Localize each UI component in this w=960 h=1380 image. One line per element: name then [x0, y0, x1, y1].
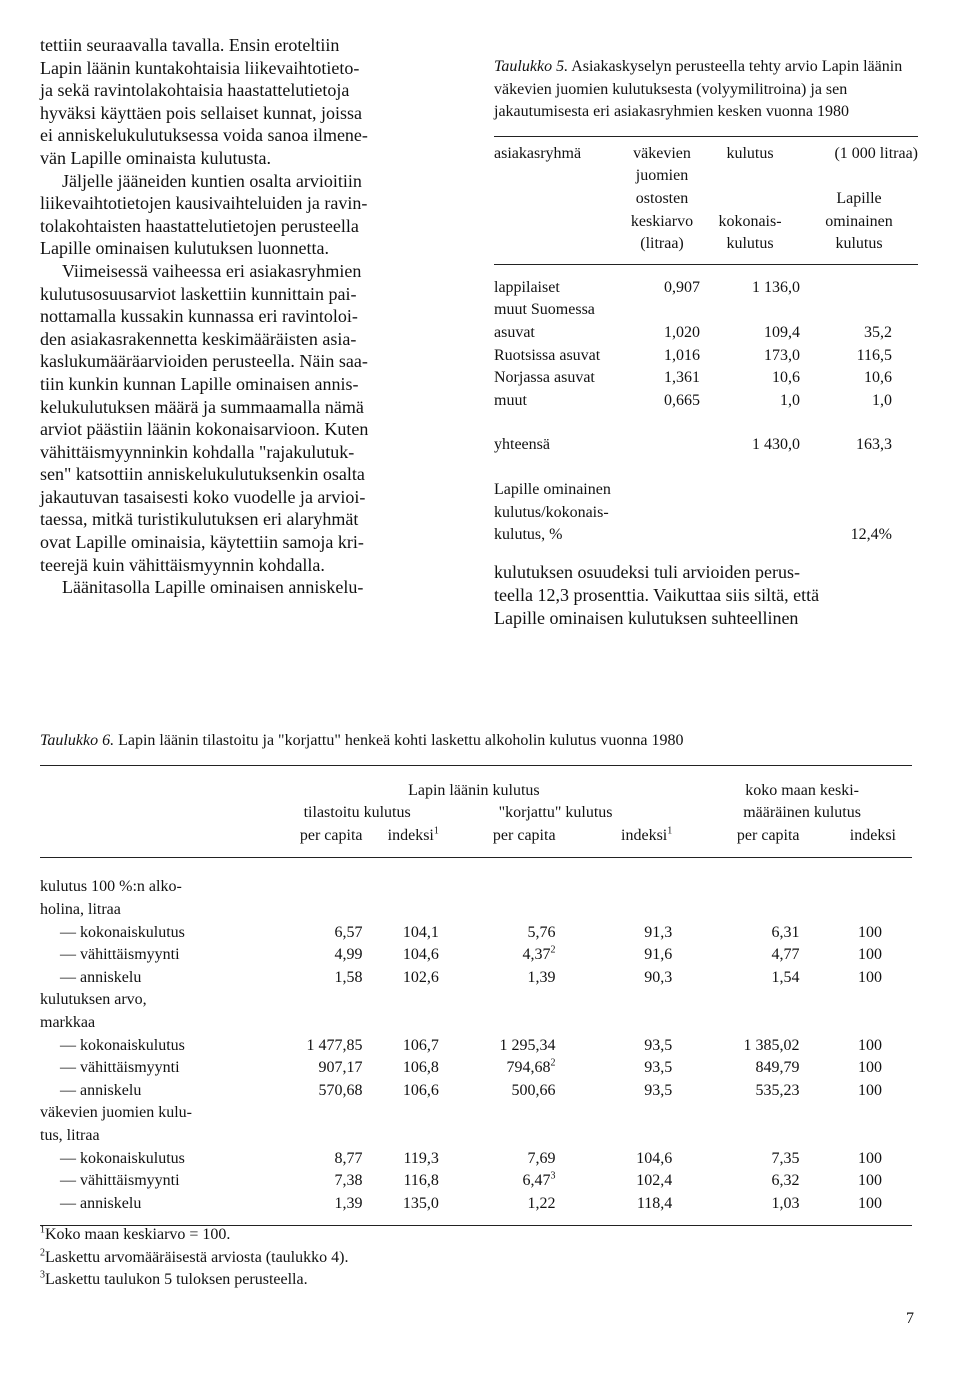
footnote-ref: 1: [433, 825, 439, 837]
text-line: taessa, mitkä turistikulutuksen eri alaryhmät: [40, 509, 359, 530]
text-line: teerejä kuin vähittäismyynnin kohdalla.: [40, 554, 325, 575]
table-row: Norjassa asuvat 1,361 10,6 10,6: [494, 369, 892, 387]
table-row: — kokonaiskulutus 8,77 119,3 7,69 104,6 7,35 100: [60, 1149, 882, 1167]
body-text-right: [494, 561, 918, 630]
table5-header-avg-3: ostosten: [635, 189, 689, 207]
table-row: asuvat 1,020 109,4 35,2: [494, 323, 892, 341]
table6-section-title: holina, litraa: [40, 900, 121, 918]
table5-header-lapland-3: kulutus: [835, 235, 883, 253]
table5-header-avg-2: juomien: [635, 167, 689, 185]
table-row: — anniskelu 1,58 102,6 1,39 90,3 1,54 100: [60, 968, 882, 986]
table5-header-total-2: kulutus: [726, 235, 774, 253]
table6: [40, 765, 912, 1227]
table6-header-ix-2: indeksi: [621, 826, 668, 844]
table5-header-kulutus: kulutus: [726, 144, 774, 162]
table5-header-avg-5: (litraa): [640, 235, 684, 253]
table6-header-pc-2: per capita: [439, 825, 556, 858]
table-row: — kokonaiskulutus 6,57 104,1 5,76 91,3 6,31 100: [60, 923, 882, 941]
text-line: Lapille ominaisen kulutuksen suhteellinen: [494, 607, 799, 628]
table5: [494, 136, 918, 547]
table6-section-title: väkevien juomien kulu-: [40, 1104, 192, 1122]
table5-header-total-1: kokonais-: [718, 212, 782, 230]
text-line: liikevaihtotietojen kausivaihteluiden ja ravin-: [40, 193, 368, 214]
table6-header-pc-1: per capita: [276, 825, 363, 858]
table6-caption-text: Lapin läänin tilastoitu ja "korjattu" henkeä kohti laskettu alkoholin kulutus vuonna 1980: [118, 732, 684, 749]
text-line: vähittäismyynninkin kohdalla "rajakulutuk-: [40, 441, 355, 462]
table-row: muut Suomessa: [494, 301, 595, 319]
text-line: kelukulutuksen määrä ja summaamalla nämä: [40, 396, 364, 417]
table-row: — vähittäismyynti 907,17 106,8 794,68$^2$ 93,5 849,79 100: [60, 1057, 882, 1077]
table6-header-tilastoitu: tilastoitu kulutus: [303, 804, 411, 822]
text-line: nottamalla kussakin kunnassa eri ravintoloi-: [40, 306, 358, 327]
text-line: tiin kunkin kunnan Lapille ominaisen annis-: [40, 373, 359, 394]
table-row: — vähittäismyynti 4,99 104,6 4,37$^2$ 91,6 4,77 100: [60, 944, 882, 964]
text-line: jakautuvan tasaisesti koko vuodelle ja arvioi-: [40, 486, 366, 507]
table-row: — anniskelu 570,68 106,6 500,66 93,5 535,23 100: [60, 1081, 882, 1099]
table-row: lappilaiset 0,907 1 136,0: [494, 278, 800, 296]
table6-header-ix-3: indeksi: [800, 825, 912, 858]
page-number: 7: [906, 1310, 914, 1327]
text-line: vän Lapille ominaista kulutusta.: [40, 147, 271, 168]
table5-header-group: asiakasryhmä: [494, 144, 582, 162]
table5-header-unit: (1 000 litraa): [834, 144, 918, 162]
table-row: — anniskelu 1,39 135,0 1,22 118,4 1,03 100: [40, 1193, 912, 1226]
table6-header-korjattu: "korjattu" kulutus: [498, 804, 613, 822]
text-line: Lapille ominaisen kulutuksen luonnetta.: [40, 238, 329, 259]
table6-section-title: kulutus 100 %:n alko-: [40, 878, 182, 896]
table5-caption: [494, 56, 918, 124]
text-line: kaslukumääräarvioiden perusteella. Näin saa-: [40, 351, 368, 372]
table-row: muut 0,665 1,0 1,0: [494, 391, 892, 409]
text-line: sen" katsottiin anniskelukulutuksenkin osalta: [40, 464, 365, 485]
table6-block: [40, 730, 912, 1226]
table-row: — kokonaiskulutus 1 477,85 106,7 1 295,34 93,5 1 385,02 100: [60, 1036, 882, 1054]
table6-header-lapin: Lapin läänin kulutus: [276, 765, 673, 802]
table5-header-lapland-1: Lapille: [836, 189, 882, 207]
table5-share-row: Lapille ominainen kulutus/kokonais- kulutus, % 12,4%: [494, 480, 892, 544]
table6-header-koko-maan-1: koko maan keski-: [672, 765, 912, 802]
text-line: kulutuksen osuudeksi tuli arvioiden perus-: [494, 561, 800, 582]
footnote: $^3$Laskettu taulukon 5 tuloksen perusteella.: [40, 1269, 308, 1289]
text-line: tolakohtaisten haastattelutietojen perusteella: [40, 215, 359, 236]
table5-caption-label: Taulukko 5.: [494, 58, 569, 75]
text-line: Viimeisessä vaiheessa eri asiakasryhmien: [62, 260, 362, 281]
table5-caption-text: Asiakaskyselyn perusteella tehty arvio Lapin läänin väkevien juomien kulutuksesta (volyymilitroina) ja sen jakautumisesta eri asiakasryhmien kesken vuonna 1980: [494, 58, 903, 121]
footnote-ref: 1: [667, 825, 673, 837]
table6-header-ix-1: indeksi: [387, 826, 434, 844]
text-line: hyväksi käyttäen pois sellaiset kunnat, joissa: [40, 102, 362, 123]
table6-caption-label: Taulukko 6.: [40, 732, 115, 749]
footnotes: [40, 1224, 348, 1292]
table-row: Ruotsissa asuvat 1,016 173,0 116,5: [494, 346, 892, 364]
text-line: Jäljelle jääneiden kuntien osalta arvioitiin: [62, 170, 362, 191]
table6-header-koko-maan-2: määräinen kulutus: [743, 804, 861, 822]
table6-header-pc-3: per capita: [672, 825, 799, 858]
table5-header-avg-1: väkevien: [633, 144, 691, 162]
text-line: kulutusosuusarviot laskettiin kunnittain pai-: [40, 283, 357, 304]
table5-header-avg-4: keskiarvo: [630, 212, 694, 230]
text-line: teella 12,3 prosenttia. Vaikuttaa siis siltä, että: [494, 584, 820, 605]
footnote: $^2$Laskettu arvomääräisestä arviosta (taulukko 4).: [40, 1247, 349, 1266]
body-text-left: [40, 34, 460, 599]
text-line: ja sekä ravintolakohtaisia haastattelutietoja: [40, 80, 350, 101]
table-row: — vähittäismyynti 7,38 116,8 6,47$^3$ 102,4 6,32 100: [60, 1170, 882, 1190]
text-line: ovat Lapille ominaisia, käytettiin samoja kri-: [40, 532, 364, 553]
text-line: arviot päästiin läänin kokonaisarvioon. Kuten: [40, 419, 369, 440]
text-line: Lapin läänin kuntakohtaisia liikevaihtotieto-: [40, 57, 360, 78]
table6-caption: [40, 730, 912, 753]
footnote: $^1$Koko maan keskiarvo = 100.: [40, 1224, 231, 1243]
text-line: den asiakasrakennetta keskimääräisten asia-: [40, 328, 357, 349]
table5-total-row: yhteensä 1 430,0 163,3: [494, 436, 892, 454]
right-column: [494, 56, 918, 630]
table6-section-title: tus, litraa: [40, 1126, 100, 1144]
text-line: ei anniskelukulutuksessa voida sanoa ilmene-: [40, 125, 368, 146]
table6-section-title: markkaa: [40, 1013, 96, 1031]
text-line: tettiin seuraavalla tavalla. Ensin eroteltiin: [40, 35, 340, 55]
text-line: Läänitasolla Lapille ominaisen anniskelu-: [62, 577, 364, 598]
table6-section-title: kulutuksen arvo,: [40, 991, 147, 1009]
table5-header-lapland-2: ominainen: [825, 212, 893, 230]
